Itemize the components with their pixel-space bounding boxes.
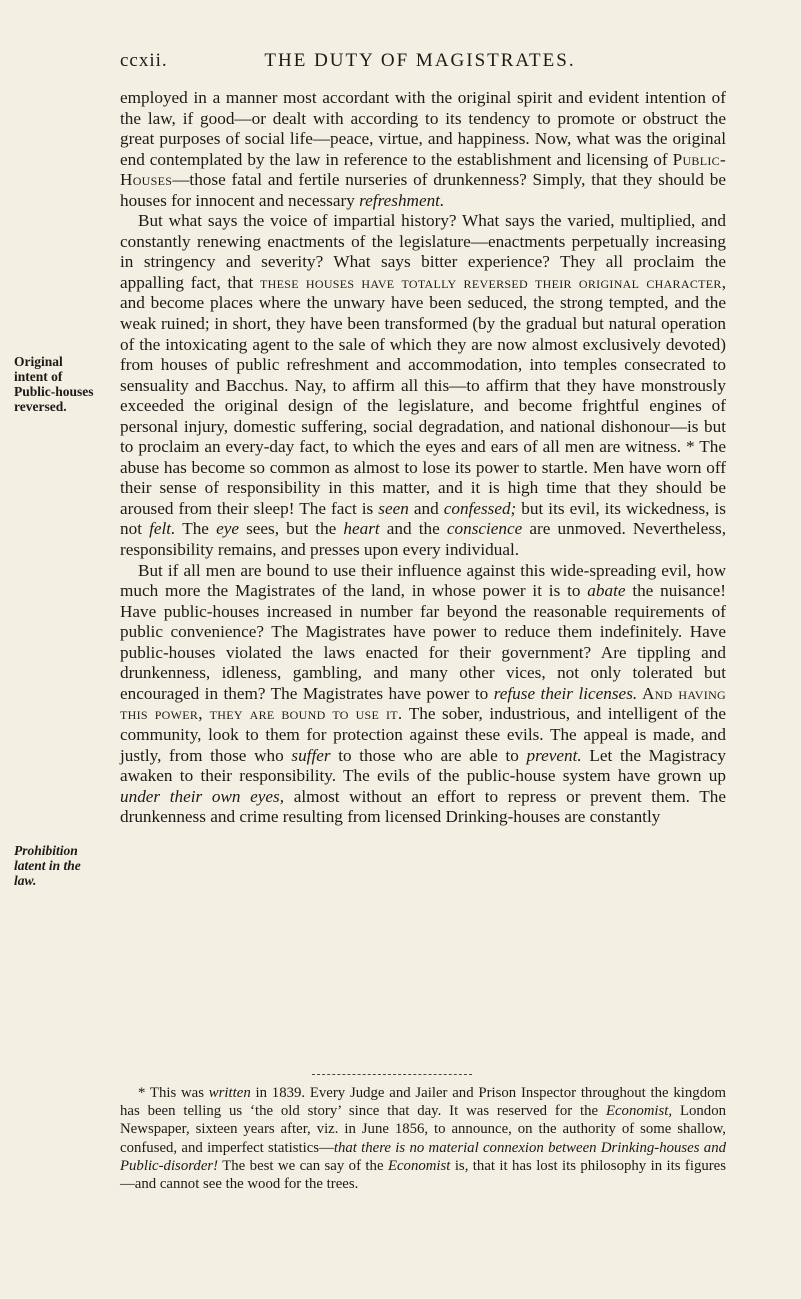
footnote-paragraph xyxy=(120,1084,726,1193)
text-run: employed in a manner most accordant with the original spirit and evident intention of the law, if good—or dealt with according to its tendency to promote or obstruct the great purposes of social life—peace, virtue, and happiness. Now, what was the original end contemplated by the law in reference to the establishment and licensing of xyxy=(120,88,726,169)
emphasis-run: written xyxy=(208,1085,251,1101)
running-title: THE DUTY OF MAGISTRATES. xyxy=(264,50,576,71)
text-run: to those who are able to xyxy=(330,745,527,765)
text-run: * This was xyxy=(138,1085,209,1101)
text-run: The sober, industrious, and intelligent of the community, look to them for protection against these evils. The appeal is made, and justly, from those who xyxy=(120,704,726,765)
small-caps-run: And having this power, they are bound to use it. xyxy=(120,683,727,724)
emphasis-run: under their own eyes, xyxy=(120,786,285,806)
paragraph-3 xyxy=(120,561,726,828)
text-run: but its evil, its wickedness, is not xyxy=(120,498,726,539)
text-run: and xyxy=(408,498,444,518)
emphasis-run: eye xyxy=(216,519,239,539)
margin-note-prohibition: Prohibition latent in the law. xyxy=(14,843,81,888)
text-run: London Newspaper, sixteen years after, viz. in June 1856, to announce, on the authority of some shallow, confused, and imperfect statistics— xyxy=(120,1103,726,1156)
text-run: and the xyxy=(379,519,447,539)
footnote-divider xyxy=(312,1074,472,1081)
footnote xyxy=(120,1084,726,1193)
small-caps-run: these houses have totally reversed their original character xyxy=(260,272,722,292)
text-run: , and become places where the unwary have been seduced, the strong tempted, and the weak ruined; in short, they have been transformed (by the gradual but natural operation of the intoxicating agent to the sale of which they are now almost exclusively devoted) from houses of public refreshment and accommodation, into temples consecrated to sensuality and Bacchus. Nay, to affirm all this—to affirm that they have monstrously exceeded the original design of the legislature, and become frightful engines of personal injury, domestic suffering, social degradation, and national dishonour—is but to proclaim an every-day fact, to which the eyes and ears of all men are witness. * The abuse has become so common as almost to lose its power to startle. Men have worn off their sense of responsibility in this matter, and it is high time that they should be aroused from their sleep! The fact is xyxy=(120,272,726,518)
page-number: ccxii. xyxy=(120,50,168,71)
margin-note-original-intent: Original intent of Public-houses reversed. xyxy=(14,354,94,414)
emphasis-run: confessed; xyxy=(443,498,517,518)
emphasis-run: felt. xyxy=(149,519,176,539)
text-run: sees, but the xyxy=(238,519,344,539)
emphasis-run: seen xyxy=(378,498,409,518)
emphasis-run: refuse their licenses. xyxy=(493,683,638,703)
text-run: the nuisance! Have public-houses increased in number far beyond the reasonable requirements of public convenience? The Magistrates have power to reduce them indefinitely. Have public-houses violated the laws enacted for their government? Are tippling and drunkenness, idleness, gambling, and many other vices, not only tolerated but encouraged in them? The Magistrates have power to xyxy=(120,581,726,703)
emphasis-run: abate xyxy=(587,581,626,601)
text-run: But what says the voice of impartial history? What says the varied, multiplied, and constantly renewing enactments of the legislature—enactments perpetually increasing in stringency and severity? What says bitter experience? They all proclaim the appalling fact, that xyxy=(120,211,726,292)
paragraph-2 xyxy=(120,211,726,560)
emphasis-run: Economist, xyxy=(605,1103,673,1120)
emphasis-run: suffer xyxy=(291,745,331,765)
paragraph-1 xyxy=(120,88,726,211)
emphasis-run: heart xyxy=(343,519,380,539)
page-header xyxy=(120,50,720,80)
text-run: almost without an effort to repress or prevent them. The drunkenness and crime resulting from licensed Drinking-houses are constantly xyxy=(120,786,726,827)
text-run: in 1839. Every Judge and Jailer and Prison Inspector throughout the kingdom has been telling us ‘the old story’ since that day. It was reserved for the xyxy=(120,1085,727,1120)
text-run: is, that it has lost its philosophy in its figures—and cannot see the wood for the trees. xyxy=(120,1157,726,1193)
emphasis-run: conscience xyxy=(446,519,523,539)
text-run: are unmoved. Nevertheless, responsibility remains, and presses upon every individual. xyxy=(120,519,726,560)
emphasis-run: prevent. xyxy=(526,745,582,765)
small-caps-run: Public-Houses xyxy=(120,149,726,190)
body-text xyxy=(120,88,726,828)
emphasis-run: Economist xyxy=(387,1157,451,1174)
emphasis-run: refreshment. xyxy=(359,190,445,210)
emphasis-run: that there is no material connexion between Drinking-houses and Public-disorder! xyxy=(120,1139,726,1174)
text-run: But if all men are bound to use their influence against this wide-spreading evil, how much more the Magistrates of the land, in whose power it is to xyxy=(120,560,726,601)
text-run: —those fatal and fertile nurseries of drunkenness? Simply, that they should be houses for innocent and necessary xyxy=(120,170,726,210)
text-run: The best we can say of the xyxy=(218,1157,388,1174)
text-run: Let the Magistracy awaken to their responsibility. The evils of the public-house system have grown up xyxy=(120,745,726,786)
text-run: The xyxy=(175,519,217,539)
